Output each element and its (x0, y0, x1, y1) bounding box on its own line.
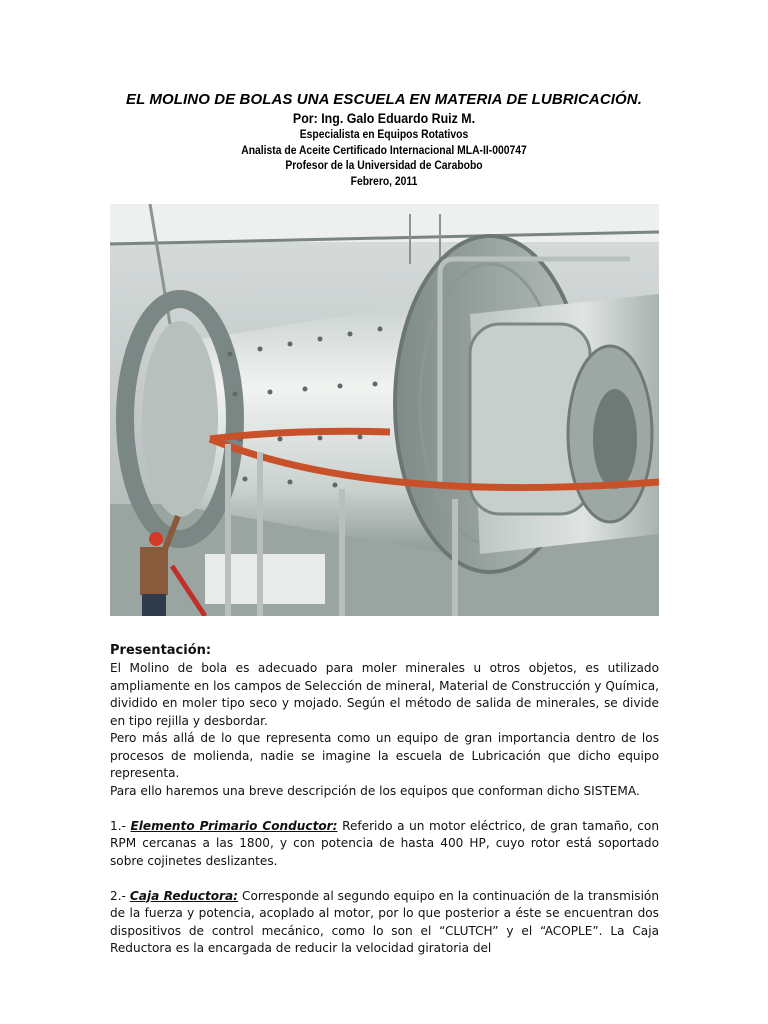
author-certification: Analista de Aceite Certificado Internacional MLA-II-000747 (241, 144, 527, 157)
item-text: Referido a un motor eléctrico, de gran tamaño, con RPM cercanas a las 1800, y con potencia de hasta 400 HP, cuyo rotor está soportado sobre cojinetes deslizantes. (110, 818, 659, 868)
document-header (0, 90, 768, 190)
document-date: Febrero, 2011 (350, 175, 418, 188)
author-affiliation: Profesor de la Universidad de Carabobo (285, 160, 483, 172)
item-term: Caja Reductora: (129, 888, 239, 903)
document-body (110, 642, 659, 958)
ball-mill-photo (110, 204, 659, 616)
item-term: Elemento Primario Conductor: (130, 818, 338, 833)
list-item (110, 818, 659, 871)
author-line: Por: Ing. Galo Eduardo Ruiz M. (292, 111, 476, 126)
section-heading: Presentación: (110, 643, 212, 658)
paragraph: Pero más allá de lo que representa como un equipo de gran importancia dentro de los procesos de molienda, nadie se imagine la escuela de Lubricación que dicho equipo representa. (110, 731, 659, 780)
list-item (110, 888, 659, 958)
paragraph: El Molino de bola es adecuado para moler minerales u otros objetos, es utilizado ampliamente en los campos de Selección de mineral, Material de Construcción y Química, dividido en moler tipo seco y mojado. Según el método de salida de minerales, se divide en tipo rejilla y desbordar. (110, 661, 659, 728)
item-text: Corresponde al segundo equipo en la continuación de la transmisión de la fuerza y potencia, acoplado al motor, por lo que posterior a éste se encuentran dos dispositivos de control mecánico, como lo son el “CLUTCH” y el “ACOPLE”. La Caja Reductora es la encargada de reducir la velocidad giratoria del (110, 888, 659, 955)
document-title: EL MOLINO DE BOLAS UNA ESCUELA EN MATERIA DE LUBRICACIÓN. (126, 91, 642, 108)
item-number: 1.- (110, 818, 126, 833)
author-credential: Especialista en Equipos Rotativos (299, 129, 469, 141)
paragraph: Para ello haremos una breve descripción de los equipos que conforman dicho SISTEMA. (110, 783, 640, 798)
item-number: 2.- (110, 888, 126, 903)
